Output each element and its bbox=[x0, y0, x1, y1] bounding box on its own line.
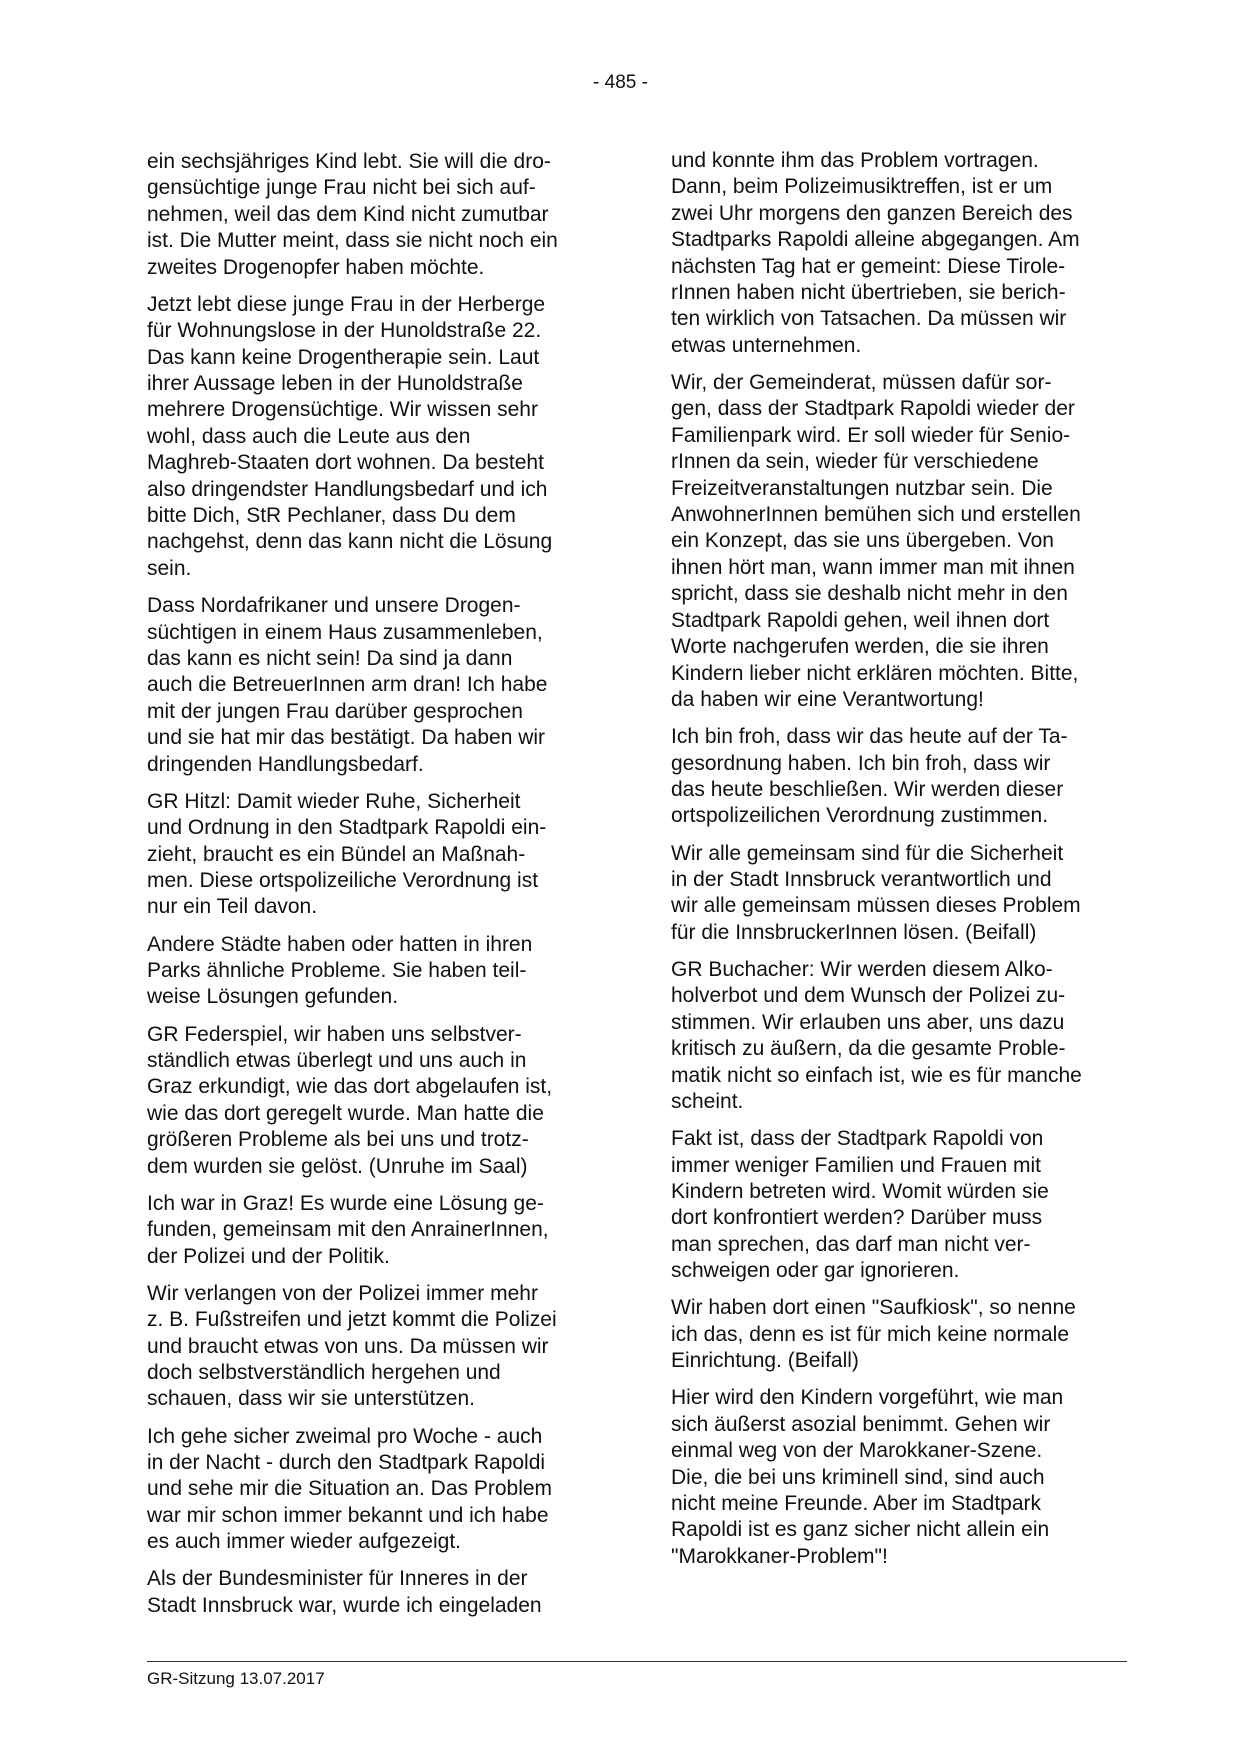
page-number: - 485 - bbox=[593, 72, 648, 93]
paragraph: Jetzt lebt diese junge Frau in der Herberge für Wohnungslose in der Hunoldstraße 22. Das kann keine Drogentherapie sein. Laut ihrer Aussage leben in der Hunoldstraße mehrere Drogensüchtige. Wir wissen sehr wohl, dass auch die Leute aus den Maghreb-Staaten dort wohnen. Da besteht also dringendster Handlungsbedarf und ich bitte Dich, StR Pechlaner, dass Du dem nachgehst, denn das kann nicht die Lösung sein. bbox=[147, 292, 553, 580]
paragraph: Wir, der Gemeinderat, müssen dafür sor- gen, dass der Stadtpark Rapoldi wieder der Familienpark wird. Er soll wieder für Senio- rInnen da sein, wieder für verschiedene Freizeitveranstaltungen nutzbar sein. Die AnwohnerInnen bemühen sich und erstellen ein Konzept, das sie uns übergeben. Von ihnen hört man, wann immer man mit ihnen spricht, dass sie deshalb nicht mehr in den Stadtpark Rapoldi gehen, weil ihnen dort Worte nachgerufen werden, die sie ihren Kindern lieber nicht erklären möchten. Bitte, da haben wir eine Verantwortung! bbox=[671, 371, 1081, 711]
paragraph: GR Hitzl: Damit wieder Ruhe, Sicherheit und Ordnung in den Stadtpark Rapoldi ein- zieht, braucht es ein Bündel an Maßnah- men. Diese ortspolizeiliche Verordnung ist nur ein Teil davon. bbox=[147, 789, 547, 919]
paragraph: ein sechsjähriges Kind lebt. Sie will die dro- gensüchtige junge Frau nicht bei sich auf- nehmen, weil das dem Kind nicht zumutbar ist. Die Mutter meint, dass sie nicht noch ein zweites Drogenopfer haben möchte. bbox=[147, 150, 558, 279]
footer-session-date: GR-Sitzung 13.07.2017 bbox=[147, 1669, 325, 1688]
paragraph: Wir haben dort einen "Saufkiosk", so nenne ich das, denn es ist für mich keine normale Einrichtung. (Beifall) bbox=[671, 1296, 1076, 1373]
footer-divider bbox=[147, 1661, 1127, 1662]
paragraph: Ich war in Graz! Es wurde eine Lösung ge- funden, gemeinsam mit den AnrainerInnen, der Polizei und der Politik. bbox=[147, 1191, 549, 1268]
left-column bbox=[147, 149, 605, 1630]
paragraph: Wir verlangen von der Polizei immer mehr z. B. Fußstreifen und jetzt kommt die Polizei und braucht etwas von uns. Da müssen wir doch selbstverständlich hergehen und schauen, dass wir sie unterstützen. bbox=[147, 1281, 557, 1411]
paragraph: und konnte ihm das Problem vortragen. Dann, beim Polizeimusiktreffen, ist er um zwei Uhr morgens den ganzen Bereich des Stadtparks Rapoldi alleine abgegangen. Am nächsten Tag hat er gemeint: Diese Tirole- rInnen haben nicht übertrieben, sie berich- ten wirklich von Tatsachen. Da müssen wir etwas unternehmen. bbox=[671, 149, 1080, 357]
paragraph: Andere Städte haben oder hatten in ihren Parks ähnliche Probleme. Sie haben teil- weise Lösungen gefunden. bbox=[147, 932, 533, 1009]
paragraph: Fakt ist, dass der Stadtpark Rapoldi von immer weniger Familien und Frauen mit Kindern betreten wird. Womit würden sie dort konfrontiert werden? Darüber muss man sprechen, das darf man nicht ver- schweigen oder gar ignorieren. bbox=[671, 1127, 1049, 1283]
paragraph: GR Buchacher: Wir werden diesem Alko- holverbot und dem Wunsch der Polizei zu- stimmen. Wir erlauben uns aber, uns dazu kritisch zu äußern, da die gesamte Proble- matik nicht so einfach ist, wie es für manche scheint. bbox=[671, 957, 1082, 1113]
paragraph: GR Federspiel, wir haben uns selbstver- ständlich etwas überlegt und uns auch in Graz erkundigt, wie das dort abgelaufen ist, wie das dort geregelt wurde. Man hatte die größeren Probleme als bei uns und trotz- dem wurden sie gelöst. (Unruhe im Saal) bbox=[147, 1022, 553, 1178]
right-column bbox=[671, 149, 1131, 1581]
paragraph: Als der Bundesminister für Inneres in der Stadt Innsbruck war, wurde ich eingeladen bbox=[147, 1567, 542, 1617]
paragraph: Ich bin froh, dass wir das heute auf der Ta- gesordnung haben. Ich bin froh, dass wir das heute beschließen. Wir werden dieser ortspolizeilichen Verordnung zustimmen. bbox=[671, 725, 1068, 828]
paragraph: Ich gehe sicher zweimal pro Woche - auch in der Nacht - durch den Stadtpark Rapoldi und sehe mir die Situation an. Das Problem war mir schon immer bekannt und ich habe es auch immer wieder aufgezeigt. bbox=[147, 1424, 553, 1554]
paragraph: Hier wird den Kindern vorgeführt, wie man sich äußerst asozial benimmt. Gehen wir einmal weg von der Marokkaner-Szene. Die, die bei uns kriminell sind, sind auch nicht meine Freunde. Aber im Stadtpark Rapoldi ist es ganz sicher nicht allein ein "Marokkaner-Problem"! bbox=[671, 1386, 1064, 1568]
paragraph: Wir alle gemeinsam sind für die Sicherheit in der Stadt Innsbruck verantwortlich und wir alle gemeinsam müssen dieses Problem für die InnsbruckerInnen lösen. (Beifall) bbox=[671, 841, 1081, 944]
paragraph: Dass Nordafrikaner und unsere Drogen- süchtigen in einem Haus zusammenleben, das kann es nicht sein! Da sind ja dann auch die BetreuerInnen arm dran! Ich habe mit der jungen Frau darüber gesprochen und sie hat mir das bestätigt. Da haben wir dringenden Handlungsbedarf. bbox=[147, 594, 548, 776]
